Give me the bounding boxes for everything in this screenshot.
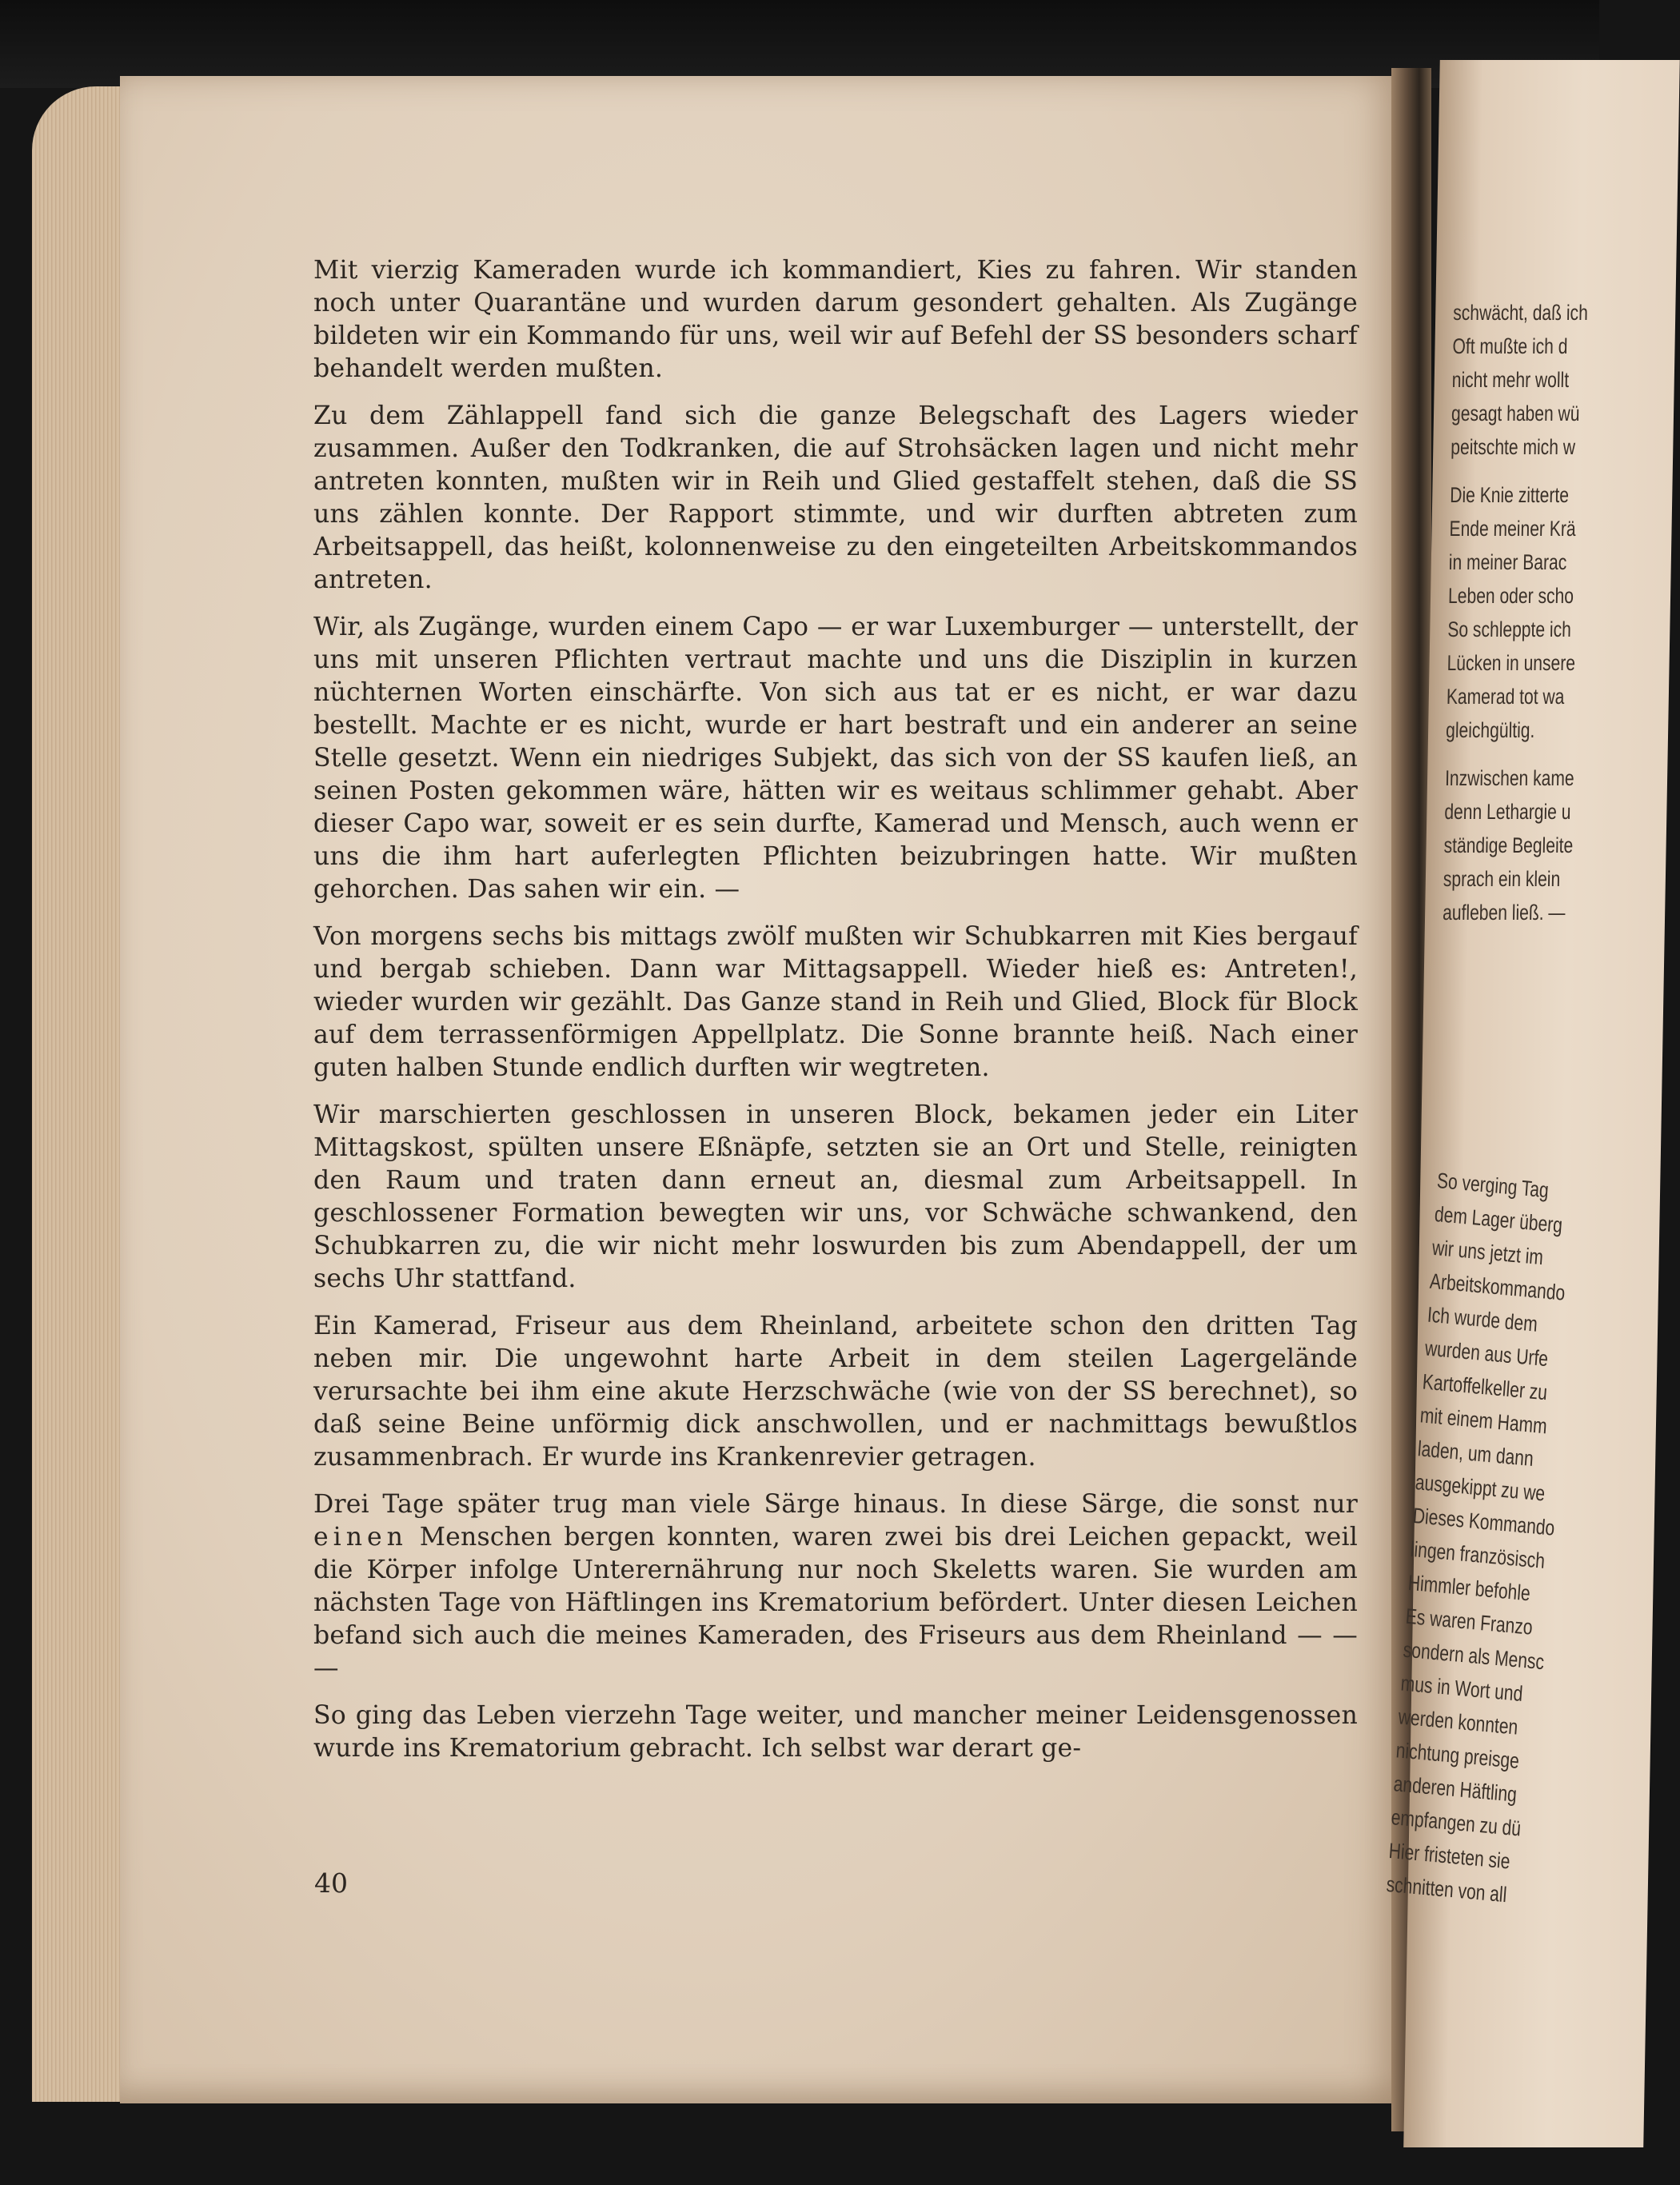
- facing-line: Inzwischen kame: [1444, 766, 1574, 790]
- facing-line: mit einem Hamm: [1419, 1403, 1548, 1439]
- facing-line: werden konnten: [1397, 1704, 1519, 1740]
- dark-background: [0, 0, 1599, 88]
- paragraph: Ein Kamerad, Friseur aus dem Rheinland, arbeitete schon den dritten Tag neben mir. Die ungewohnt harte Arbeit in dem steilen Lagergelände verursachte bei ihm eine akute Herzschwäche (wie von der SS berechnet), so daß seine Beine unförmig dick anschwollen, und er nachmittags bewußtlos zusammenbrach. Er wurde ins Krankenrevier getragen.: [313, 1312, 1358, 1472]
- facing-line: ausgekippt zu we: [1414, 1470, 1546, 1506]
- facing-line: Ende meiner Krä: [1449, 517, 1576, 541]
- page-number: 40: [314, 1867, 348, 1899]
- facing-line: Hier fristeten sie: [1387, 1838, 1511, 1874]
- facing-line: Arbeitskommando: [1429, 1268, 1566, 1305]
- facing-line: Lücken in unsere: [1447, 651, 1576, 675]
- page-body-text: [313, 254, 1358, 1780]
- facing-line: Es waren Franzo: [1404, 1604, 1534, 1640]
- facing-line: ständige Begleite: [1443, 833, 1574, 857]
- facing-line: gleichgültig.: [1445, 718, 1535, 742]
- paragraph: So ging das Leben vierzehn Tage weiter, und mancher meiner Leidensgenossen wurde ins Krematorium gebracht. Ich selbst war derart ge-: [313, 1701, 1358, 1763]
- paragraph: Drei Tage später trug man viele Särge hinaus. In diese Särge, die sonst nur einen Menschen bergen konnten, waren zwei bis drei Leichen gepackt, weil die Körper infolge Unterernährung nur noch Skeletts waren. Sie wurden am nächsten Tage von Häftlingen ins Krematorium befördert. Unter diesen Leichen befand sich auch die meines Kameraden, des Friseurs aus dem Rheinland — — —: [313, 1490, 1358, 1683]
- facing-line: dem Lager überg: [1434, 1201, 1564, 1238]
- facing-line: Dieses Kommando: [1411, 1503, 1556, 1540]
- facing-line: Ich wurde dem: [1427, 1302, 1538, 1336]
- facing-line: nichtung preisge: [1395, 1738, 1520, 1773]
- paragraph: Mit vierzig Kameraden wurde ich kommandiert, Kies zu fahren. Wir standen noch unter Quarantäne und wurden darum gesondert gehalten. Als Zugänge bildeten wir ein Kommando für uns, weil wir auf Befehl der SS besonders scharf behandelt werden mußten.: [313, 256, 1358, 383]
- facing-line: Oft mußte ich d: [1452, 334, 1568, 358]
- facing-line: Die Knie zitterte: [1450, 483, 1570, 507]
- facing-line: sprach ein klein: [1443, 867, 1561, 891]
- facing-line: Kamerad tot wa: [1446, 685, 1565, 709]
- facing-line: So schleppte ich: [1447, 617, 1572, 641]
- facing-line: nicht mehr wollt: [1451, 368, 1570, 392]
- facing-line: sondern als Mensc: [1402, 1637, 1546, 1675]
- facing-page: [1385, 60, 1680, 2147]
- paragraph: Wir marschierten geschlossen in unseren Block, bekamen jeder ein Liter Mittagskost, spülten unsere Eßnäpfe, setzten sie an Ort und Stelle, reinigten den Raum und traten dann erneut an, diesmal zum Arbeitsappell. In geschlossener Formation bewegten wir uns, vor Schwäche schwankend, den Schubkarren zu, die wir nicht mehr loswurden bis zum Abendappell, der um sechs Uhr stattfand.: [313, 1100, 1358, 1293]
- paragraph: Wir, als Zugänge, wurden einem Capo — er war Luxemburger — unterstellt, der uns mit unseren Pflichten vertraut machte und uns die Disziplin in kurzen nüchternen Worten einschärfte. Von sich aus tat er es nicht, er war dazu bestellt. Machte er es nicht, wurde er hart bestraft und ein anderer an seine Stelle gesetzt. Wenn ein niedriges Subjekt, das sich von der SS kaufen ließ, an seinen Posten gekommen wäre, hätten wir es weitaus schlimmer gehabt. Aber dieser Capo war, soweit er es sein durfte, Kamerad und Mensch, auch wenn er uns die ihm hart auferlegten Pflichten beizubringen hatte. Wir mußten gehorchen. Das sahen wir ein. —: [313, 613, 1358, 904]
- facing-line: schwächt, daß ich: [1453, 301, 1589, 325]
- facing-paragraph: [1443, 761, 1633, 929]
- facing-line: aufleben ließ. —: [1442, 901, 1566, 925]
- facing-line: lingen französisch: [1409, 1536, 1546, 1573]
- facing-line: empfangen zu dü: [1390, 1805, 1522, 1841]
- facing-line: wir uns jetzt im: [1431, 1235, 1544, 1270]
- facing-paragraph: [1451, 296, 1641, 464]
- facing-line: peitschte mich w: [1451, 435, 1576, 459]
- facing-page-upper-text: [1442, 296, 1640, 944]
- facing-line: So verging Tag: [1436, 1168, 1550, 1203]
- paragraph: Zu dem Zählappell fand sich die ganze Belegschaft des Lagers wieder zusammen. Außer den Todkranken, die auf Strohsäcken lagen und nicht mehr antreten konnten, mußten wir in Reih und Glied gestaffelt stehen, daß die SS uns zählen konnte. Der Rapport stimmte, und wir durften abtreten zum Arbeitsappell, das heißt, kolonnenweise zu den eingeteilten Arbeitskommandos antreten.: [313, 401, 1358, 594]
- facing-line: Himmler befohle: [1407, 1570, 1531, 1606]
- facing-line: laden, um dann: [1416, 1436, 1534, 1472]
- emphasized-word: einen: [313, 1523, 408, 1552]
- facing-line: mus in Wort und: [1399, 1671, 1524, 1707]
- facing-line: Kartoffelkeller zu: [1422, 1369, 1549, 1405]
- facing-line: anderen Häftling: [1392, 1772, 1518, 1807]
- facing-line: gesagt haben wü: [1451, 401, 1580, 425]
- facing-line: in meiner Barac: [1448, 550, 1567, 574]
- facing-page-lower-text: [1385, 1164, 1624, 1918]
- facing-line: wurden aus Urfe: [1424, 1336, 1550, 1372]
- facing-line: denn Lethargie u: [1444, 800, 1571, 824]
- paragraph: Von morgens sechs bis mittags zwölf mußten wir Schubkarren mit Kies bergauf und bergab schieben. Dann war Mittagsappell. Wieder hieß es: Antreten!, wieder wurden wir gezählt. Das Ganze stand in Reih und Glied, Block für Block auf dem terrassenförmigen Appellplatz. Die Sonne brannte heiß. Nach einer guten halben Stunde endlich durften wir wegtreten.: [313, 922, 1358, 1082]
- facing-line: Leben oder scho: [1447, 584, 1574, 608]
- facing-paragraph: [1446, 478, 1638, 747]
- facing-line: schnitten von all: [1385, 1871, 1508, 1907]
